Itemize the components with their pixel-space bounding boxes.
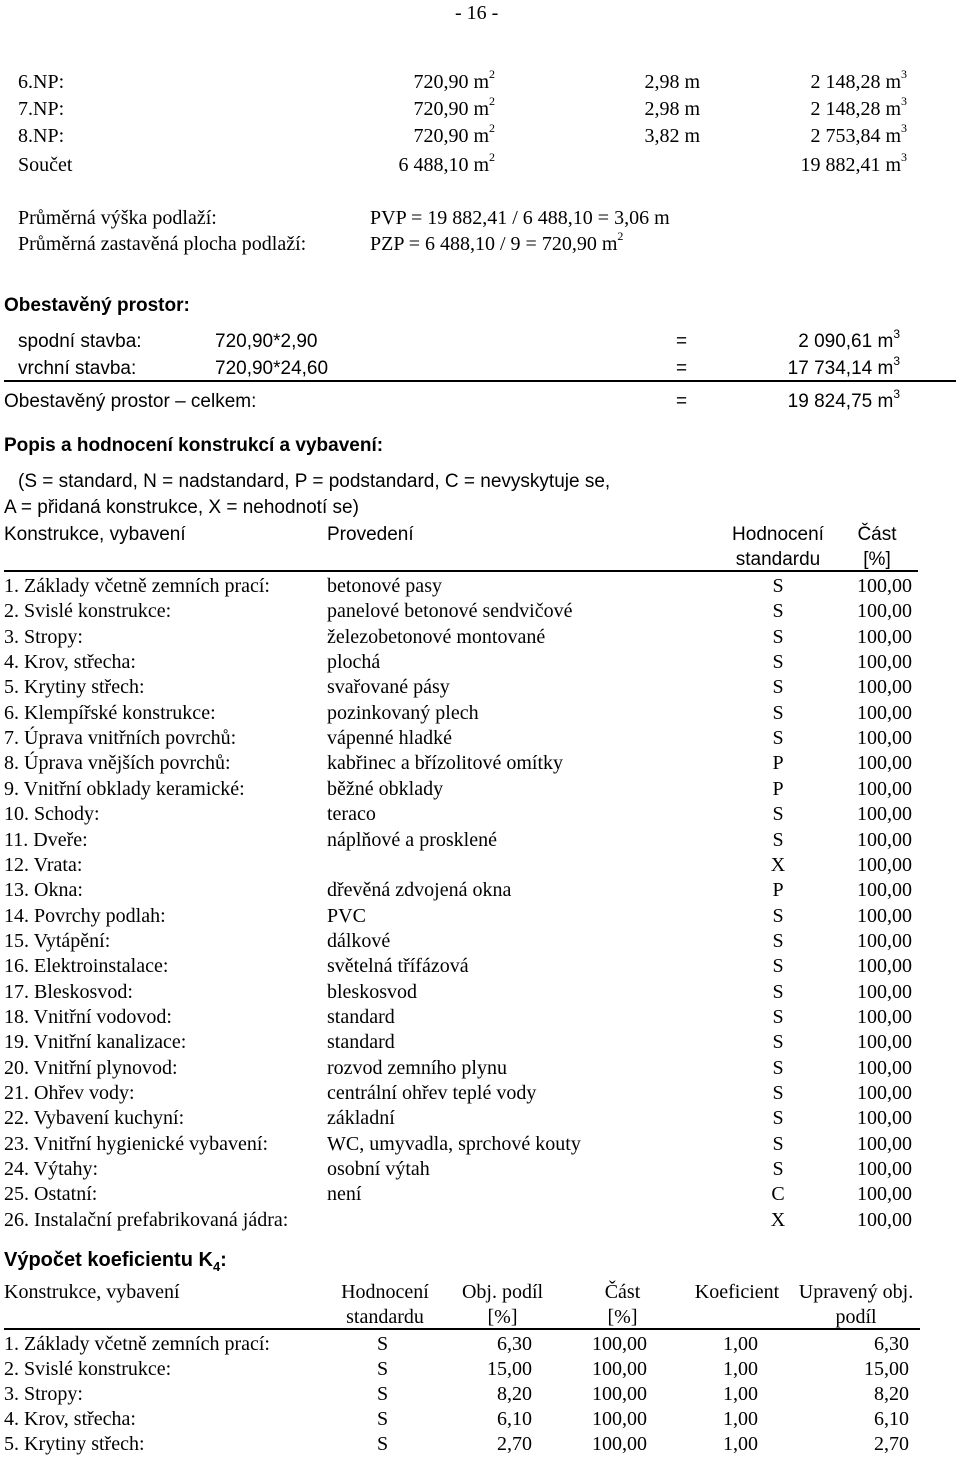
popis-header-rule [4,570,918,572]
row-implementation: běžné obklady [327,777,444,800]
row-standard: P [772,879,784,902]
table-row [0,703,960,727]
k4-header-rule [4,1328,920,1330]
avg-area-value: PZP = 6 488,10 / 9 = 720,90 $m^2$ [370,229,624,255]
table-row [0,1434,960,1458]
row-standard: S [772,600,784,623]
built-row-eq: = [676,331,688,352]
row-part: 100,00 [857,803,912,826]
row-construction: 8. Úprava vnějších povrchů: [4,752,231,775]
row-construction: 10. Schody: [4,803,100,826]
row-standard: S [772,1132,784,1155]
row-standard: X [770,1208,786,1231]
row-construction: 20. Vnitřní plynovod: [4,1056,178,1079]
row-part: 100,00 [592,1408,647,1430]
row-part: 100,00 [857,752,912,775]
k4-heading: Výpočet koeficientu $K_4$: [4,1249,227,1274]
row-standard: C [771,1183,785,1206]
row-part: 100,00 [857,879,912,902]
row-standard: S [772,1158,784,1181]
row-adjusted: 8,20 [874,1383,909,1405]
row-construction: 17. Bleskosvod: [4,980,133,1003]
row-standard: S [772,727,784,750]
row-implementation: pozinkovaný plech [327,701,479,724]
table-row [0,1384,960,1408]
row-standard: S [772,955,784,978]
built-row-value: 17 734,14 $m^3$ [787,353,900,379]
table-row [0,1032,960,1056]
floor-volume: 2 148,28 $m^3$ [810,94,907,120]
row-part: 100,00 [592,1358,647,1380]
row-part: 100,00 [857,1082,912,1104]
row-construction: 11. Dveře: [4,828,88,851]
table-row [0,1058,960,1082]
row-part: 100,00 [857,1132,912,1155]
table-row [0,1007,960,1031]
row-part: 100,00 [857,575,912,597]
sum-area: 6 488,10 $m^2$ [398,150,495,176]
row-part: 100,00 [857,651,912,674]
built-row-label: spodní stavba: [18,331,142,352]
row-share: 8,20 [497,1383,532,1405]
row-part: 100,00 [857,828,912,851]
row-standard: S [772,929,784,952]
avg-height-value: PVP = 19 882,41 / 6 488,10 = 3,06 m [370,207,670,229]
table-row [0,982,960,1006]
row-part: 100,00 [857,1183,912,1206]
row-standard: X [770,853,786,876]
popis-header-rating-2: standardu [735,549,821,570]
row-share: 6,30 [497,1333,532,1355]
row-standard: S [772,1082,784,1104]
row-standard: S [377,1383,389,1405]
popis-legend-1: (S = standard, N = nadstandard, P = podstandard, C = nevyskytuje se, [18,471,611,492]
row-construction: 1. Základy včetně zemních prací: [4,575,270,597]
row-part: 100,00 [857,980,912,1003]
row-construction: 2. Svislé konstrukce: [4,1358,172,1380]
floor-volume: 2 753,84 $m^3$ [810,121,907,147]
row-implementation: plochá [327,651,381,674]
row-implementation: PVC [327,904,366,927]
row-construction: 25. Ostatní: [4,1183,98,1206]
row-part: 100,00 [592,1383,647,1405]
row-construction: 5. Krytiny střech: [4,1433,145,1455]
popis-header-part-2: [%] [863,549,891,570]
floor-height: 2,98 m [644,71,700,93]
row-part: 100,00 [857,955,912,978]
row-construction: 14. Povrchy podlah: [4,904,166,927]
page-number: - 16 - [455,2,499,24]
row-construction: 26. Instalační prefabrikovaná jádra: [4,1208,289,1231]
popis-header-part-1: Část [857,524,897,545]
row-implementation: rozvod zemního plynu [327,1056,507,1079]
row-part: 100,00 [857,727,912,750]
row-part: 100,00 [857,600,912,623]
row-implementation: osobní výtah [327,1158,430,1181]
row-standard: S [772,828,784,851]
row-part: 100,00 [857,1031,912,1054]
row-part: 100,00 [857,777,912,800]
row-coefficient: 1,00 [723,1433,758,1455]
table-row [0,576,960,600]
row-construction: 13. Okna: [4,879,83,902]
table-row [0,855,960,879]
row-standard: S [377,1408,389,1430]
row-implementation: panelové betonové sendvičové [327,600,573,623]
row-coefficient: 1,00 [723,1333,758,1355]
row-construction: 18. Vnitřní vodovod: [4,1005,172,1028]
row-construction: 21. Ohřev vody: [4,1082,135,1104]
popis-header-implementation: Provedení [327,524,414,545]
row-implementation: náplňové a prosklené [327,828,497,851]
row-implementation: kabřinec a břízolitové omítky [327,752,564,775]
row-construction: 3. Stropy: [4,625,83,648]
table-row [0,1184,960,1208]
row-standard: S [772,1056,784,1079]
row-construction: 3. Stropy: [4,1383,83,1405]
row-adjusted: 6,30 [874,1333,909,1355]
row-standard: S [772,803,784,826]
row-construction: 23. Vnitřní hygienické vybavení: [4,1132,269,1155]
table-row [0,601,960,625]
row-part: 100,00 [857,853,912,876]
popis-heading: Popis a hodnocení konstrukcí a vybavení: [4,435,384,456]
row-implementation: bleskosvod [327,980,417,1003]
table-row [0,880,960,904]
k4-header-rating-1: Hodnocení [341,1281,429,1303]
row-adjusted: 2,70 [874,1433,909,1455]
built-row-label: vrchní stavba: [18,358,137,379]
popis-header-construction: Konstrukce, vybavení [4,524,186,545]
row-construction: 12. Vrata: [4,853,83,876]
table-row [0,1134,960,1158]
row-share: 15,00 [487,1358,532,1380]
row-standard: S [377,1358,389,1380]
row-construction: 4. Krov, střecha: [4,651,136,674]
row-part: 100,00 [857,701,912,724]
k4-header-adjusted-1: Upravený obj. [798,1281,914,1303]
row-part: 100,00 [592,1433,647,1455]
floor-label: 7.NP: [18,98,65,120]
row-part: 100,00 [857,1208,912,1231]
k4-header-share-1: Obj. podíl [461,1281,544,1303]
avg-height-label: Průměrná výška podlaží: [18,207,217,229]
k4-header-share-2: [%] [487,1306,518,1328]
row-standard: S [772,904,784,927]
row-part: 100,00 [857,1107,912,1130]
row-standard: S [772,651,784,674]
row-part: 100,00 [592,1333,647,1355]
row-implementation: vápenné hladké [327,727,452,750]
table-row [0,830,960,854]
row-adjusted: 6,10 [874,1408,909,1430]
table-row [0,956,960,980]
table-row [0,1108,960,1132]
built-total-value: 19 824,75 $m^3$ [787,386,900,412]
row-standard: S [772,1031,784,1054]
built-row-formula: 720,90*2,90 [215,331,318,352]
row-standard: S [772,1107,784,1130]
built-total-eq: = [676,391,688,412]
built-heading: Obestavěný prostor: [4,295,190,316]
k4-header-coefficient: Koeficient [694,1281,780,1303]
row-implementation: svařované pásy [327,676,450,699]
table-row [0,728,960,752]
table-row [0,1409,960,1433]
floor-area: 720,90 $m^2$ [413,67,495,93]
table-row [0,677,960,701]
row-coefficient: 1,00 [723,1358,758,1380]
row-construction: 22. Vybavení kuchyní: [4,1107,185,1130]
row-coefficient: 1,00 [723,1383,758,1405]
row-implementation: centrální ohřev teplé vody [327,1082,537,1104]
row-share: 6,10 [497,1408,532,1430]
table-row [0,1159,960,1183]
row-construction: 9. Vnitřní obklady keramické: [4,777,245,800]
built-total-label: Obestavěný prostor – celkem: [4,391,257,412]
table-row [0,804,960,828]
row-construction: 2. Svislé konstrukce: [4,600,172,623]
row-standard: S [772,980,784,1003]
row-standard: S [377,1333,389,1355]
popis-header-rating-1: Hodnocení [732,524,824,545]
row-part: 100,00 [857,676,912,699]
popis-legend-2: A = přidaná konstrukce, X = nehodnotí se) [4,497,359,518]
floor-area: 720,90 $m^2$ [413,94,495,120]
row-share: 2,70 [497,1433,532,1455]
table-row [0,1359,960,1383]
sum-label: Součet [18,154,73,176]
row-implementation: standard [327,1005,395,1028]
floor-area: 720,90 $m^2$ [413,121,495,147]
row-standard: S [772,625,784,648]
row-implementation: teraco [327,803,376,826]
row-implementation: betonové pasy [327,575,442,597]
built-underline [4,380,956,382]
k4-header-rating-2: standardu [346,1306,424,1328]
floor-label: 6.NP: [18,71,65,93]
row-implementation: WC, umyvadla, sprchové kouty [327,1132,581,1155]
floor-label: 8.NP: [18,125,65,147]
row-implementation: železobetonové montované [327,625,546,648]
k4-header-part-2: [%] [607,1306,638,1328]
row-construction: 4. Krov, střecha: [4,1408,136,1430]
table-row [0,1334,960,1358]
k4-header-adjusted-2: podíl [835,1306,877,1328]
row-part: 100,00 [857,929,912,952]
row-implementation: základní [327,1107,395,1130]
k4-header-construction: Konstrukce, vybavení [4,1281,180,1303]
row-implementation: dřevěná zdvojená okna [327,879,512,902]
row-part: 100,00 [857,904,912,927]
row-part: 100,00 [857,1005,912,1028]
table-row [0,652,960,676]
row-implementation: dálkové [327,929,391,952]
row-standard: S [772,1005,784,1028]
row-construction: 5. Krytiny střech: [4,676,145,699]
table-row [0,753,960,777]
floor-height: 3,82 m [644,125,700,147]
row-standard: S [377,1433,389,1455]
row-adjusted: 15,00 [864,1358,909,1380]
table-row [0,779,960,803]
row-part: 100,00 [857,1158,912,1181]
avg-area-label: Průměrná zastavěná plocha podlaží: [18,233,307,255]
row-implementation: standard [327,1031,395,1054]
row-construction: 15. Vytápění: [4,929,111,952]
floor-height: 2,98 m [644,98,700,120]
row-construction: 6. Klempířské konstrukce: [4,701,216,724]
row-construction: 19. Vnitřní kanalizace: [4,1031,187,1054]
row-implementation: není [327,1183,362,1206]
floor-volume: 2 148,28 $m^3$ [810,67,907,93]
row-standard: P [772,777,784,800]
row-construction: 7. Úprava vnitřních povrchů: [4,727,237,750]
row-part: 100,00 [857,1056,912,1079]
table-row [0,906,960,930]
row-part: 100,00 [857,625,912,648]
built-row-value: 2 090,61 $m^3$ [798,326,900,352]
row-construction: 24. Výtahy: [4,1158,99,1181]
row-coefficient: 1,00 [723,1408,758,1430]
row-construction: 1. Základy včetně zemních prací: [4,1333,270,1355]
table-row [0,627,960,651]
built-row-formula: 720,90*24,60 [215,358,329,379]
row-implementation: světelná třífázová [327,955,469,978]
row-standard: S [772,575,784,597]
row-standard: S [772,676,784,699]
built-row-eq: = [676,358,688,379]
row-standard: P [772,752,784,775]
sum-volume: 19 882,41 $m^3$ [800,150,907,176]
table-row [0,1083,960,1107]
k4-header-part-1: Část [604,1281,641,1303]
row-construction: 16. Elektroinstalace: [4,955,169,978]
table-row [0,931,960,955]
row-standard: S [772,701,784,724]
table-row [0,1210,960,1234]
